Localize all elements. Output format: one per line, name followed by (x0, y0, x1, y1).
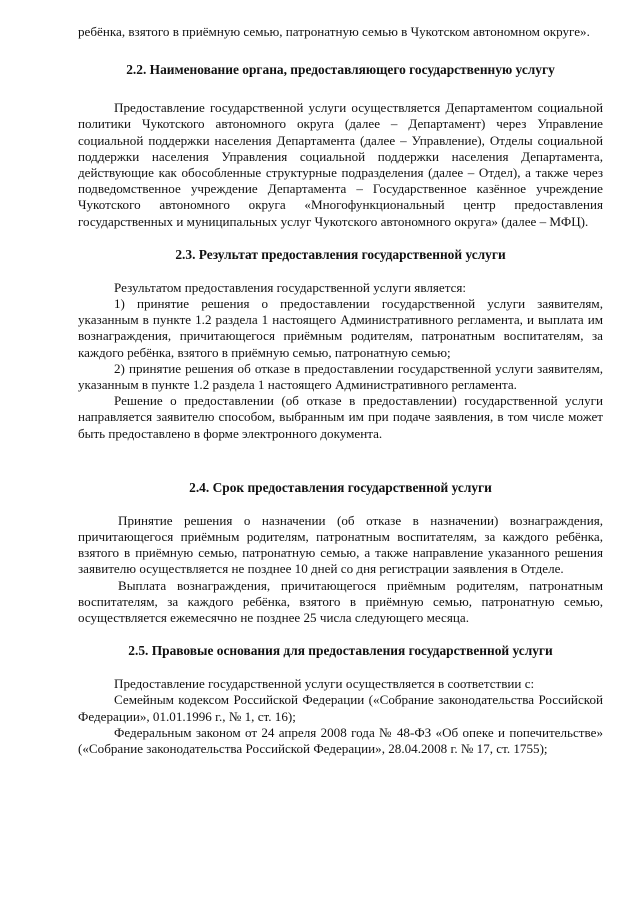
section-2-5-paragraph-3: Федеральным законом от 24 апреля 2008 года № 48-ФЗ «Об опеке и попечительстве» («Собрание законодательства Российской Федерации», 28.04.2008 г. № 17, ст. 1755); (78, 724, 603, 757)
section-2-2-heading: 2.2. Наименование органа, предоставляющего государственную услугу (126, 62, 555, 78)
section-2-3-paragraph-4: Решение о предоставлении (об отказе в предоставлении) государственной услуги направляется заявителю способом, выбранным им при подаче заявления, в том числе может быть предоставлено в форме электронного документа. (78, 393, 603, 441)
section-2-3-heading: 2.3. Результат предоставления государственной услуги (175, 246, 506, 262)
section-2-5-paragraph-2: Семейным кодексом Российской Федерации («Собрание законодательства Российской Федерации», 01.01.1996 г., № 1, ст. 16); (78, 692, 603, 724)
section-2-5-heading: 2.5. Правовые основания для предоставления государственной услуги (128, 643, 553, 659)
section-2-2-paragraph-1: Предоставление государственной услуги осуществляется Департаментом социальной политики Чукотского автономного округа (далее – Департамент) через Управление социальной поддержки населения Департамента (далее – Управление), Отделы социальной поддержки населения Управления социальной поддержки населения Департамента, действующие как обособленные структурные подразделения (далее – Отдел), а также через подведомственное учреждение Департамента – Государственное казённое учреждение Чукотского автономного округа «Многофункциональный центр предоставления государственных и муниципальных услуг Чукотского автономного округа» (далее – МФЦ). (78, 100, 603, 229)
section-2-4-heading: 2.4. Срок предоставления государственной услуги (189, 479, 492, 495)
document-page (78, 24, 603, 757)
section-2-3-paragraph-3: 2) принятие решения об отказе в предоставлении государственной услуги заявителям, указанным в пункте 1.2 раздела 1 настоящего Административного регламента. (78, 360, 603, 393)
section-2-5-paragraph-1: Предоставление государственной услуги осуществляется в соответствии с: (114, 676, 535, 692)
section-2-4-paragraph-2: Выплата вознаграждения, причитающегося приёмным родителям, патронатным воспитателям, за каждого ребёнка, взятого в приёмную семью, патронатную семью, осуществляется ежемесячно не позднее 25 числа следующего месяца. (78, 577, 603, 626)
section-2-3-paragraph-1: Результатом предоставления государственной услуги является: (114, 279, 467, 295)
intro-paragraph: ребёнка, взятого в приёмную семью, патронатную семью в Чукотском автономном округе». (78, 24, 590, 39)
section-2-3-paragraph-2: 1) принятие решения о предоставлении государственной услуги заявителям, указанным в пункте 1.2 раздела 1 настоящего Административного регламента, и выплата им вознаграждения, причитающегося приёмным родителям, патронатным воспитателям, за каждого ребёнка, взятого в приёмную семью, патронатную семью; (78, 296, 603, 360)
section-2-4-paragraph-1: Принятие решения о назначении (об отказе в назначении) вознаграждения, причитающегося приёмным родителям, патронатным воспитателям, за каждого ребёнка, взятого в приёмную семью, патронатную семью, а также направление указанного решения заявителю осуществляется не позднее 10 дней со дня регистрации заявления в Отделе. (78, 512, 603, 577)
